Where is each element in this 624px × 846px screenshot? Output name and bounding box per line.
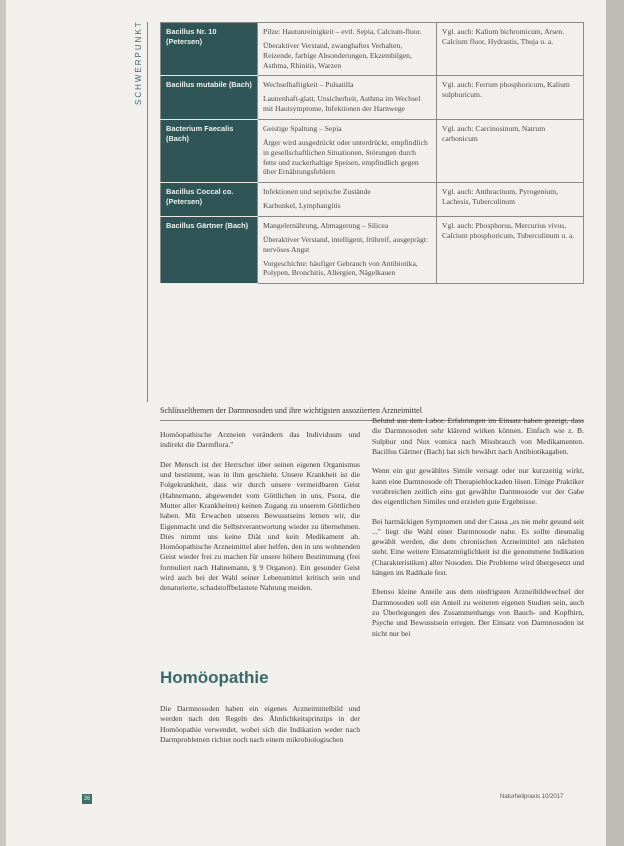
paragraph: Bei hartnäckigen Symptomen und der Causa „es nie mehr gesund seit ..." liegt die Wahl einer Darmnosode nahe. Es sollte diesmalig gewählt werden, die dem chronischen Arzneimittel am nächsten steht. Eine weitere Einsatzmöglichkeit ist die genommene Indikation (Charakteristiken) aller Nosoden. Die Probleme wird übergesetzt und hängen im Radikale fest. [372,516,584,578]
remedy-symptoms [258,76,437,120]
table-row [161,217,584,284]
table-row [161,23,584,76]
left-column [160,430,360,603]
remedy-name: Bacillus Nr. 10 (Petersen) [161,23,258,76]
paragraph: Homöopathische Arzneien verändern das Individuum und indirekt die Darmflora." [160,430,360,450]
symptom-text: Karbunkel, Lymphangitis [263,201,341,211]
table-row [161,120,584,183]
remedy-references: Vgl. auch: Kalium bichromicum, Arsen. Calcium fluor, Hydrastis, Thuja u. a. [437,23,584,76]
symptom-text: Mangelernährung, Abmagerung – Silicea [263,221,389,231]
section-label: SCHWERPUNKT [134,20,143,105]
paragraph: Befund aus dem Labor. Erfahrungen im Einsatz haben gezeigt, dass die Darmnosoden sehr klärend wirken können. Einfach wie z. B. Sulphur und Nux vomica nach Missbrauch von Medikamenten. Bacillus Gärtner (Bach) hat sich bewährt nach Antibiotikagaben. [372,416,584,456]
scan-edge [606,0,624,846]
remedy-references: Vgl. auch: Ferrum phosphoricum, Kalium sulphuricum. [437,76,584,120]
remedy-name: Bacillus Coccal co. (Petersen) [161,183,258,217]
remedy-references: Vgl. auch: Phosphorus, Mercurius vivus, Calcium phosphoricum, Tuberculinum u. a. [437,217,584,284]
table-row [161,183,584,217]
symptom-text: Überaktiver Verstand, zwanghaftes Verhalten, Reizende, farbige Absonderungen, Ekzembilgen, Asthma, Rhinitis, Warzen [263,40,412,70]
remedy-symptoms [258,183,437,217]
remedy-references: Vgl. auch: Anthracinum, Pyrogenium, Lachesis, Tuberculinum [437,183,584,217]
remedy-symptoms [258,120,437,183]
left-column-lower [160,704,360,754]
symptom-text: Pilze: Hautunreinigkeit – evtl. Sepia, Calcium-fluor. [263,27,422,36]
table-row [161,76,584,120]
section-rule [147,22,148,402]
remedy-symptoms [258,23,437,76]
remedy-table [160,22,584,284]
remedy-symptoms [258,217,437,284]
symptom-text: Vorgeschichte: häufiger Gebrauch von Antibiotika, Polypen, Bronchitis, Allergien, Nägelkauen [263,258,418,278]
remedy-references: Vgl. auch: Carcinosinum, Natrum carbonicum [437,120,584,183]
paragraph: Die Darmnosoden haben ein eigenes Arzneimittelbild und werden nach den Regeln des Ähnlichkeitsprinzips in der Homöopathie verwendet, wobei sich die Indikation weder nach Darmproblemen richtet noch nach einem mikrobiologischen [160,704,360,744]
remedy-name: Bacillus Gärtner (Bach) [161,217,258,284]
symptom-text: Überaktiver Verstand, intelligent, frühreif, ausgeprägt: nervöses Angst [263,234,428,254]
symptom-text: Infektionen und septische Zustände [263,187,371,197]
symptom-text: Wechselhaftigkeit – Pulsatilla [263,80,354,90]
symptom-text: Ärger wird ausgedrückt oder unterdrückt, empfindlich in gesellschaftlichen Situationen, Störungen durch fette und zuckerhaltige Speisen, empfindlich gegen über Ernährungsfehlern [263,137,428,177]
paragraph: Der Mensch ist der Herrscher über seinen eigenen Organismus und bestimmt, was in ihm geschieht. Unsere Krankheit ist die Folgekrankheit, dass wir durch unsere vermeidbaren Geist (Hahnemann, abgewendet vom Göttlichen in uns, Psora, die Mutter aller Krankheiten) keinen Zugang zu unserem Göttlichen haben. Mit Erwachen unseres Bewusstseins lernen wir, die Eigenmacht und die Selbstverantwortung wieder zu übernehmen. Dies nimmt uns keine Diät und kein Medikament ab. Homöopathische Arzneimittel aber helfen, den in uns wohnenden Geist wieder frei zu machen für unsere höhere Bestimmung (frei formuliert nach Hahnemann, § 9 Organon). Ein gesunder Geist wird auch bei der Wahl seiner Lebensmittel kritisch sein und denaturierte, schadstoffbelastete Nahrung meiden. [160,459,360,593]
paragraph: Wenn ein gut gewähltes Simile versagt oder nur kurzzeitig wirkt, kann eine Darmnosode oft Therapieblockaden lösen. Einige Praktiker verabreichen zeitlich eins gut gewählte Darmnosode vor der Gabe des eigentlichen Similes und erzielen gute Ergebnisse. [372,466,584,507]
symptom-text: Launenhaft-glatt, Unsicherheit, Asthma im Wechsel mit Hautsymptome, Infektionen der Harnwege [263,94,421,114]
footer-journal: Naturheilpraxis 10/2017 [500,794,564,800]
section-heading: Homöopathie [160,668,269,687]
right-column [372,416,584,648]
paragraph: Ebenso kleine Anteile aus dem niedrigsten Arzneibildwechsel der Darmnosoden soll ein Anteil zu weiteren eigenen Studien sein, auch zu Überlegungen des Zusammenhangs von Bauch- und Kopfhirn, Psyche und Bewusstsein erregen. Der Einsatz von Darmnosoden ist nicht nur bei [372,587,584,638]
table-caption: Schlüsselthemen der Darmnosoden und ihre wichtigsten assoziierten Arzneimittel [160,406,584,421]
page-number: 36 [83,796,91,802]
remedy-name: Bacillus mutabile (Bach) [161,76,258,120]
remedy-name: Bacterium Faecalis (Bach) [161,120,258,183]
symptom-text: Geistige Spaltung – Sepia [263,124,342,134]
